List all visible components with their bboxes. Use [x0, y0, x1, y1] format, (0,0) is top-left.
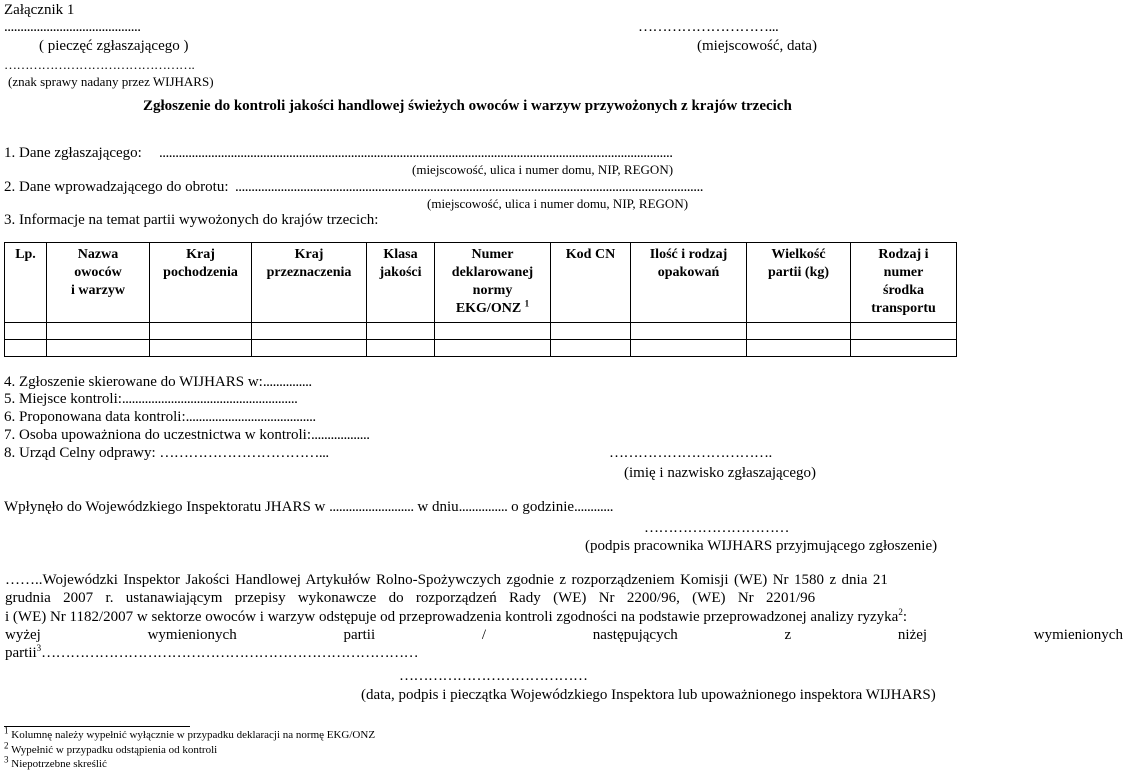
applicant-signature-label: (imię i nazwisko zgłaszającego)	[624, 465, 816, 481]
col-lp: Lp.	[5, 243, 47, 323]
section-8: 8. Urząd Celny odprawy: ……………………………...	[4, 445, 329, 461]
applicant-signature-dots: …………………………….	[609, 445, 772, 461]
section-1-dots: ..............................................................................................................................................................	[159, 145, 673, 161]
received-line: Wpłynęło do Wojewódzkiego Inspektoratu JHARS w .......................... w dniu............... o godzinie............	[4, 499, 614, 515]
col-country-origin: Kraj pochodzenia	[150, 243, 252, 323]
staff-signature-dots: …………………………	[644, 520, 789, 536]
footnote-2: $^2$ Wypełnić w przypadku odstąpienia od kontroli	[4, 740, 218, 756]
section-4: 4. Zgłoszenie skierowane do WIJHARS w:...............	[4, 374, 312, 390]
staff-signature-label: (podpis pracownika WIJHARS przyjmującego zgłoszenie)	[585, 538, 938, 554]
table-row[interactable]	[5, 340, 957, 357]
decision-line-5: partii$^3$……………………………………………………………………	[5, 643, 419, 661]
table-header-row	[5, 243, 957, 323]
inspector-signature-label: (data, podpis i pieczątka Wojewódzkiego Inspektora lub upoważnionego inspektora WIJHARS)	[361, 687, 936, 703]
col-lot-size: Wielkość partii (kg)	[747, 243, 851, 323]
section-7: 7. Osoba upoważniona do uczestnictwa w kontroli:..................	[4, 427, 370, 443]
col-transport: Rodzaj i numer środka transportu	[851, 243, 957, 323]
place-date-dots: ………………………...	[638, 19, 779, 35]
col-cn-code: Kod CN	[551, 243, 631, 323]
section-2-dots: ................................................................................................................................................	[235, 179, 703, 195]
decision-line-3: i (WE) Nr 1182/2007 w sektorze owoców i warzyw odstępuje od przeprowadzenia kontroli zgodności na podstawie przeprowadzonej analizy ryzyka$^2$:	[5, 607, 907, 625]
section-2-hint: (miejscowość, ulica i numer domu, NIP, REGON)	[427, 196, 689, 211]
document-title: Zgłoszenie do kontroli jakości handlowej świeżych owoców i warzyw przywożonych z krajów trzecich	[143, 98, 792, 114]
col-country-destination: Kraj przeznaczenia	[252, 243, 367, 323]
stamp-dots: ..........................................	[4, 19, 141, 35]
section-6: 6. Proponowana data kontroli:........................................	[4, 409, 316, 425]
section-1-label: 1. Dane zgłaszającego:	[4, 145, 142, 161]
col-product-name: Nazwa owoców i warzyw	[47, 243, 150, 323]
section-1-hint: (miejscowość, ulica i numer domu, NIP, REGON)	[412, 162, 674, 177]
col-quality-class: Klasa jakości	[367, 243, 435, 323]
table-row[interactable]	[5, 323, 957, 340]
case-number-label: (znak sprawy nadany przez WIJHARS)	[8, 74, 214, 89]
decision-line-1: ……..Wojewódzki Inspektor Jakości Handlowej Artykułów Rolno-Spożywczych zgodnie z rozporządzeniem Komisji (WE) Nr 1580 z dnia 21	[5, 572, 888, 588]
section-5: 5. Miejsce kontroli:......................................................	[4, 391, 298, 407]
col-norm-number: Numer deklarowanej normy EKG/ONZ $^1$	[435, 243, 551, 323]
attachment-label: Załącznik 1	[4, 2, 75, 18]
footnote-1: $^1$ Kolumnę należy wypełnić wyłącznie w przypadku deklaracji na normę EKG/ONZ	[4, 725, 376, 741]
decision-line-2: grudnia 2007 r. ustanawiającym przepisy wykonawcze do rozporządzeń Rady (WE) Nr 2200/96, (WE) Nr 2201/96	[5, 590, 816, 606]
case-number-dots: ……………………………………….	[4, 57, 195, 72]
inspector-signature-dots: …………………………………	[399, 668, 588, 684]
place-date-label: (miejscowość, data)	[697, 38, 817, 54]
col-packaging: Ilość i rodzaj opakowań	[631, 243, 747, 323]
footnote-3: $^3$ Niepotrzebne skreślić	[4, 754, 107, 770]
section-3-label: 3. Informacje na temat partii wywożonych do krajów trzecich:	[4, 212, 379, 228]
lots-table	[4, 242, 957, 357]
footnote-separator	[4, 726, 190, 727]
section-2-label: 2. Dane wprowadzającego do obrotu:	[4, 179, 229, 195]
decision-line-4: wyżej wymienionych partii / następujących z niżej wymienionych	[5, 627, 1123, 643]
stamp-label: ( pieczęć zgłaszającego )	[39, 38, 189, 54]
